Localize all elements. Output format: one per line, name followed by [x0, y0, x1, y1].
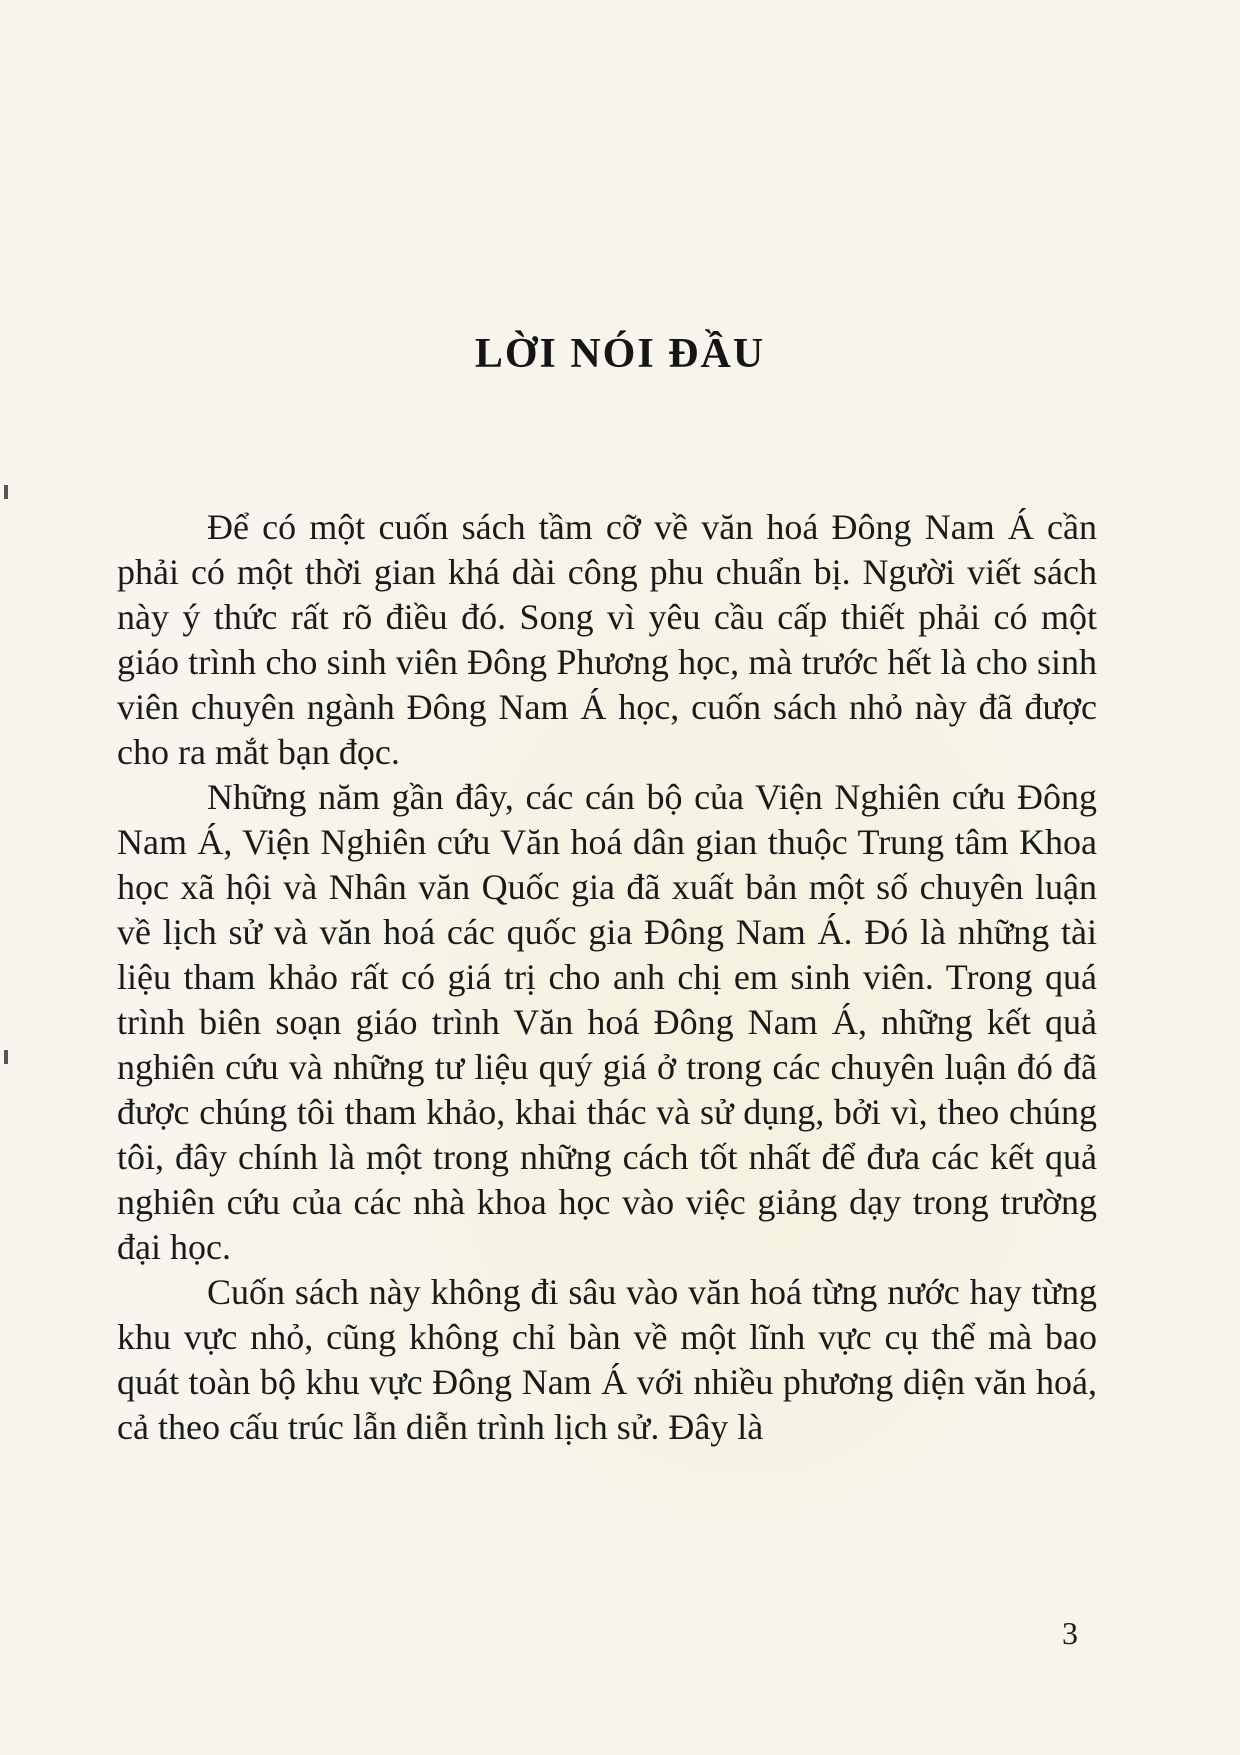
scan-edge-mark [4, 1050, 8, 1064]
paragraph-3: Cuốn sách này không đi sâu vào văn hoá từng nước hay từng khu vực nhỏ, cũng không chỉ bàn về một lĩnh vực cụ thể mà bao quát toàn bộ khu vực Đông Nam Á với nhiều phương diện văn hoá, cả theo cấu trúc lẫn diễn trình lịch sử. Đây là [117, 1272, 1097, 1447]
page-number: 3 [1062, 1615, 1078, 1651]
page-title: LỜI NÓI ĐẦU [474, 331, 766, 377]
paragraph-1: Để có một cuốn sách tầm cỡ về văn hoá Đông Nam Á cần phải có một thời gian khá dài công phu chuẩn bị. Người viết sách này ý thức rất rõ điều đó. Song vì yêu cầu cấp thiết phải có một giáo trình cho sinh viên Đông Phương học, mà trước hết là cho sinh viên chuyên ngành Đông Nam Á học, cuốn sách nhỏ này đã được cho ra mắt bạn đọc. [117, 507, 1097, 772]
body-text [117, 505, 1097, 1450]
scan-edge-mark [4, 485, 8, 499]
paragraph-2: Những năm gần đây, các cán bộ của Viện Nghiên cứu Đông Nam Á, Viện Nghiên cứu Văn hoá dân gian thuộc Trung tâm Khoa học xã hội và Nhân văn Quốc gia đã xuất bản một số chuyên luận về lịch sử và văn hoá các quốc gia Đông Nam Á. Đó là những tài liệu tham khảo rất có giá trị cho anh chị em sinh viên. Trong quá trình biên soạn giáo trình Văn hoá Đông Nam Á, những kết quả nghiên cứu và những tư liệu quý giá ở trong các chuyên luận đó đã được chúng tôi tham khảo, khai thác và sử dụng, bởi vì, theo chúng tôi, đây chính là một trong những cách tốt nhất để đưa các kết quả nghiên cứu của các nhà khoa học vào việc giảng dạy trong trường đại học. [117, 777, 1097, 1267]
